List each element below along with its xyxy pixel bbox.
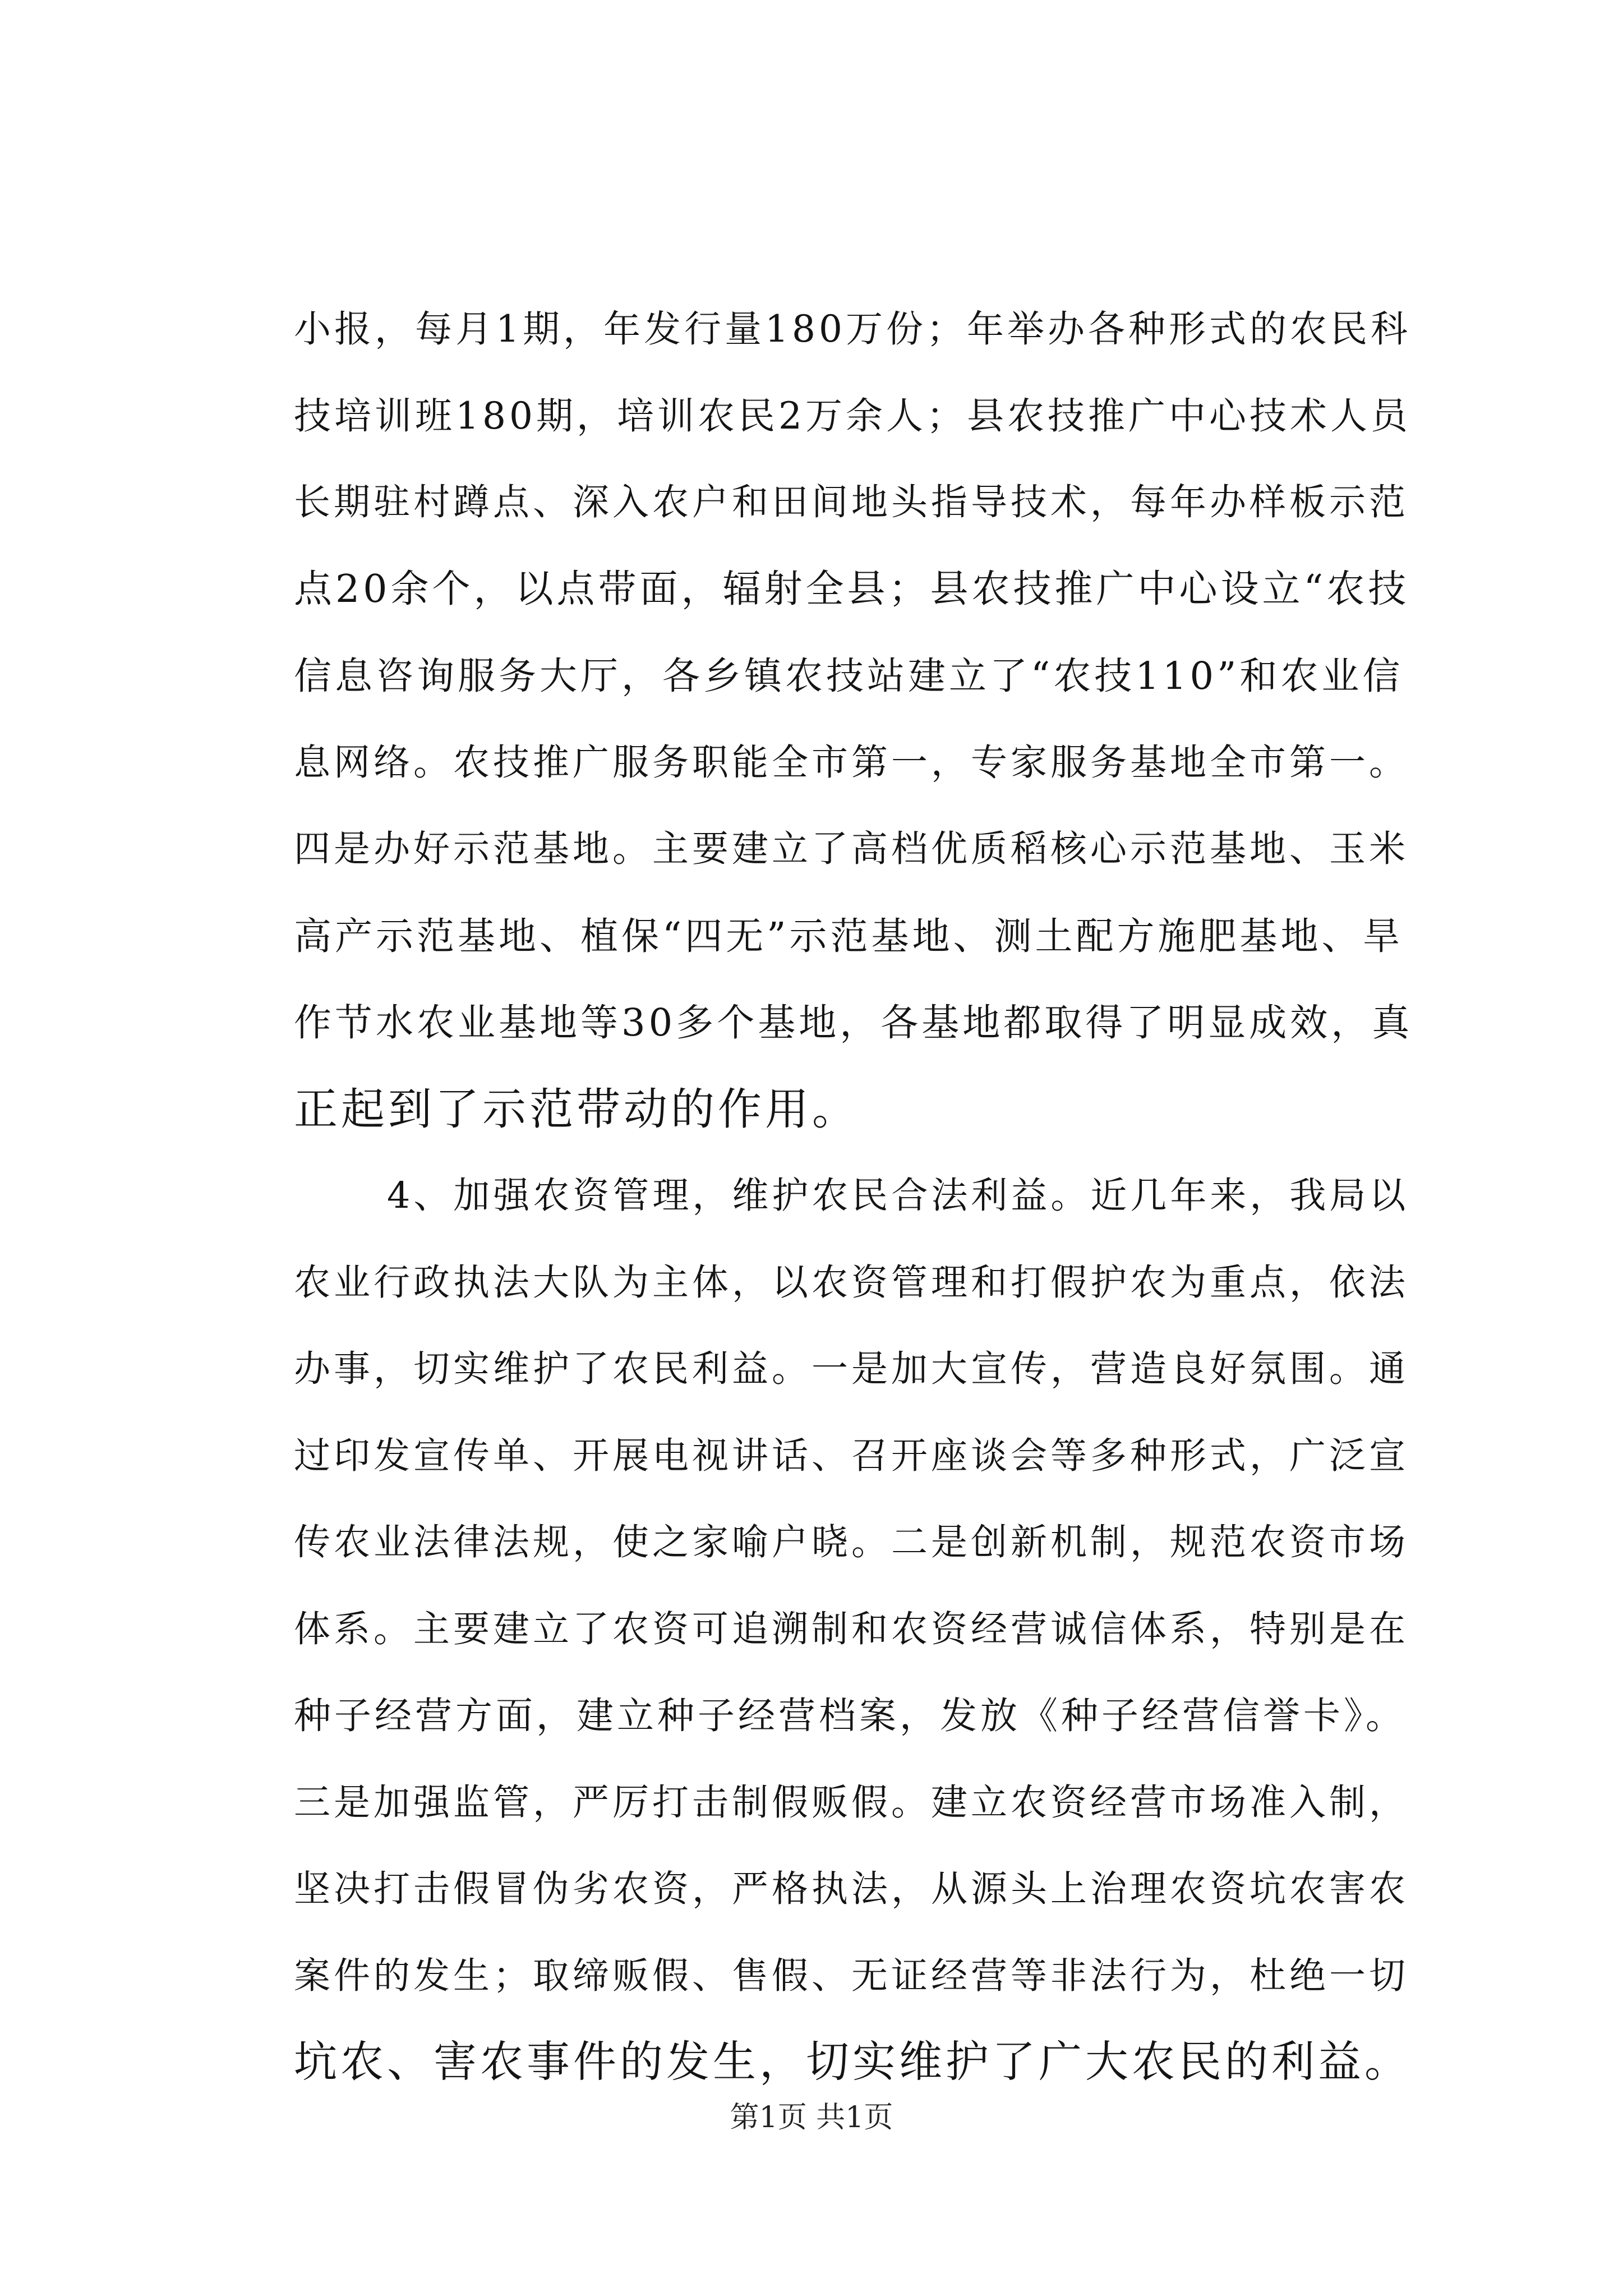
text-line: 技培训班180期，培训农民2万余人；县农技推广中心技术人员 <box>294 394 1411 438</box>
paragraph-start-line: 4、加强农资管理，维护农民合法利益。近几年来，我局以 <box>387 1175 1409 1217</box>
text-line: 三是加强监管，严厉打击制假贩假。建立农资经营市场准入制， <box>294 1781 1409 1824</box>
text-line: 过印发宣传单、开展电视讲话、召开座谈会等多种形式，广泛宣 <box>294 1434 1409 1477</box>
page-footer <box>0 2095 1623 2140</box>
text-line: 息网络。农技推广服务职能全市第一，专家服务基地全市第一。 <box>294 741 1409 784</box>
page-number-label: 第1页 共1页 <box>730 2101 893 2134</box>
text-line: 长期驻村蹲点、深入农户和田间地头指导技术，每年办样板示范 <box>294 481 1409 523</box>
text-line: 案件的发生；取缔贩假、售假、无证经营等非法行为，杜绝一切 <box>294 1954 1409 1997</box>
text-line: 坑农、害农事件的发生，切实维护了广大农民的利益。 <box>294 2037 1411 2087</box>
text-line: 坚决打击假冒伪劣农资，严格执法，从源头上治理农资坑农害农 <box>294 1868 1409 1910</box>
text-line: 作节水农业基地等30多个基地，各基地都取得了明显成效，真 <box>294 1001 1413 1045</box>
text-line: 信息咨询服务大厅，各乡镇农技站建立了“农技110”和农业信 <box>294 654 1404 698</box>
text-line: 四是办好示范基地。主要建立了高档优质稻核心示范基地、玉米 <box>294 828 1409 870</box>
text-line: 正起到了示范带动的作用。 <box>294 1084 860 1135</box>
text-line: 高产示范基地、植保“四无”示范基地、测土配方施肥基地、旱 <box>294 914 1404 958</box>
text-line: 办事，切实维护了农民利益。一是加大宣传，营造良好氛围。通 <box>294 1348 1409 1390</box>
text-line: 点20余个，以点带面，辐射全县；县农技推广中心设立“农技 <box>294 567 1410 611</box>
text-line: 农业行政执法大队为主体，以农资管理和打假护农为重点，依法 <box>294 1261 1409 1304</box>
text-line: 小报，每月1期，年发行量180万份；年举办各种形式的农民科 <box>294 307 1411 351</box>
text-line: 传农业法律法规，使之家喻户晓。二是创新机制，规范农资市场 <box>294 1521 1409 1563</box>
document-body <box>294 286 1413 2106</box>
text-line: 体系。主要建立了农资可追溯制和农资经营诚信体系，特别是在 <box>294 1608 1409 1650</box>
text-line: 种子经营方面，建立种子经营档案，发放《种子经营信誉卡》。 <box>294 1694 1406 1737</box>
